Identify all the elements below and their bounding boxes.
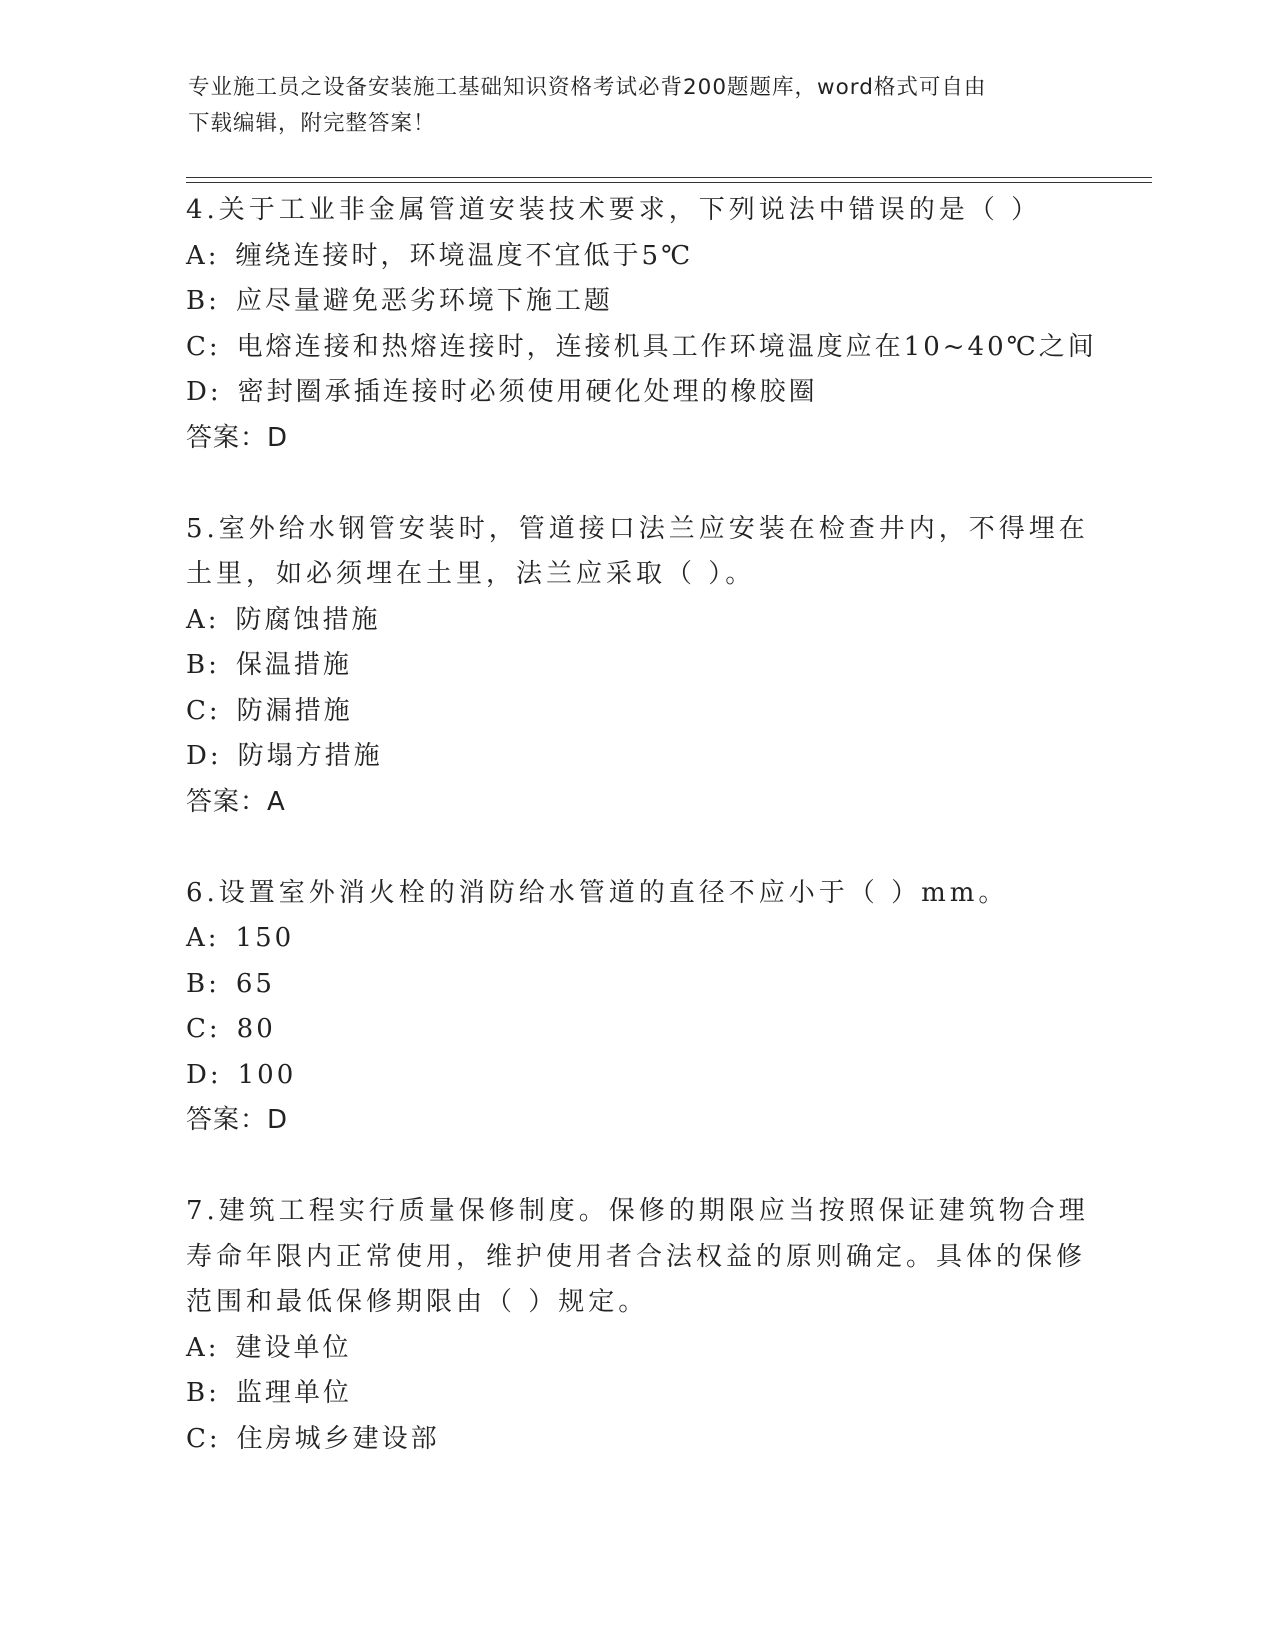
question-spacer [186,825,1066,871]
option-text: 住房城乡建设部 [236,1423,440,1454]
answer-option [186,370,1066,416]
question-stem-line: 7.建筑工程实行质量保修制度。保修的期限应当按照保证建筑物合理 [186,1196,1089,1226]
option-key: D: [186,1059,222,1090]
answer-option [186,1326,1066,1372]
option-key: B: [186,650,220,680]
question-block [186,188,1097,507]
header-line-1: 专业施工员之设备安装施工基础知识资格考试必背200题题库，word格式可自由 [188,75,987,100]
option-key: D: [186,377,222,407]
option-text: 80 [236,1014,276,1044]
answer-option [186,734,1066,780]
answer-option [186,598,1066,644]
option-text: 65 [235,968,275,999]
question-spacer [186,461,1066,507]
option-text: 监理单位 [235,1378,352,1408]
document-header [188,70,1068,142]
option-text: 150 [235,923,295,953]
answer-option [186,689,1066,735]
answer-option [186,1417,1066,1463]
answer-key: 答案：A [186,786,286,817]
question-stem-line: 土里，如必须埋在土里，法兰应采取（ ）。 [186,559,756,589]
option-key: C: [186,331,221,362]
answer-option [186,916,1066,962]
question-stem-line: 5.室外给水钢管安装时，管道接口法兰应安装在检查井内，不得埋在 [186,513,1089,544]
option-key: B: [186,968,220,999]
option-text: 应尽量避免恶劣环境下施工题 [235,286,613,316]
answer-option [186,325,1097,371]
question-stem-line: 范围和最低保修期限由（ ）规定。 [186,1287,649,1317]
header-rule-top [186,177,1152,178]
answer-key: 答案：D [186,422,289,453]
answer-option [186,279,1066,325]
answer-option [186,962,1066,1008]
question-block [186,507,1089,871]
question-block [186,871,1066,1190]
option-key: C: [186,1423,221,1454]
option-text: 密封圈承插连接时必须使用硬化处理的橡胶圈 [237,377,818,407]
option-text: 建设单位 [235,1332,352,1363]
question-stem-line: 4.关于工业非金属管道安装技术要求，下列说法中错误的是（ ） [186,195,1042,225]
option-text: 保温措施 [235,650,352,680]
answer-option [186,643,1066,689]
answer-option [186,1007,1066,1053]
option-key: A: [186,604,220,635]
option-key: B: [186,1378,220,1408]
header-rule-bottom [186,182,1152,183]
option-key: C: [186,1014,221,1044]
question-spacer [186,1144,1066,1190]
question-stem-line: 寿命年限内正常使用，维护使用者合法权益的原则确定。具体的保修 [186,1241,1087,1272]
option-text: 100 [237,1059,297,1090]
option-text: 防塌方措施 [237,741,383,771]
option-key: A: [186,240,220,271]
answer-key: 答案：D [186,1105,289,1135]
option-text: 防漏措施 [236,695,353,726]
option-text: 防腐蚀措施 [235,604,381,635]
option-key: D: [186,741,222,771]
question-list [186,188,1097,1462]
question-stem-line: 6.设置室外消火栓的消防给水管道的直径不应小于（ ）mm。 [186,877,1009,908]
option-key: A: [186,923,220,953]
option-text: 电熔连接和热熔连接时，连接机具工作环境温度应在10~40℃之间 [236,331,1097,362]
answer-option [186,234,1066,280]
option-key: A: [186,1332,220,1363]
option-text: 缠绕连接时，环境温度不宜低于5℃ [235,240,694,271]
answer-option [186,1053,1066,1099]
option-key: B: [186,286,220,316]
question-block [186,1189,1089,1462]
answer-option [186,1371,1066,1417]
header-line-2: 下载编辑，附完整答案！ [188,111,436,136]
option-key: C: [186,695,221,726]
